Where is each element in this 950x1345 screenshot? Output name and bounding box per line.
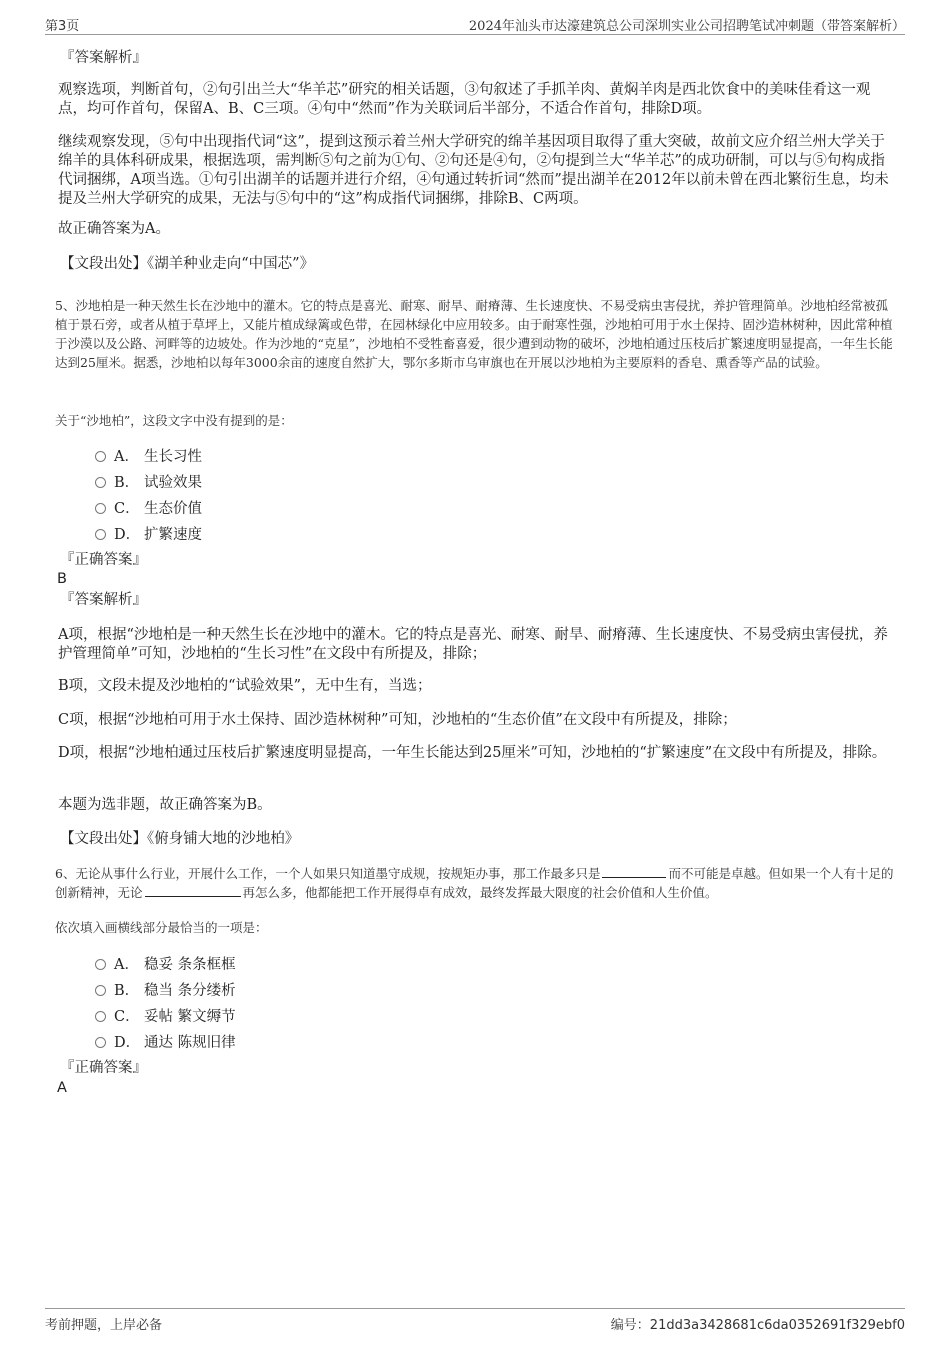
radio-icon[interactable] [95,1011,106,1022]
radio-icon[interactable] [95,477,106,488]
radio-icon[interactable] [95,959,106,970]
q5-analysis-c: C项，根据“沙地柏可用于水土保持、固沙造林树种”可知，沙地柏的“生态价值”在文段中有所提及，排除； [58,712,737,728]
q6-option-a[interactable]: A． 稳妥 条条框框 [95,953,236,973]
page-number: 第3页 [45,19,80,34]
radio-icon[interactable] [95,529,106,540]
q5-analysis-d: D项，根据“沙地柏通过压枝后扩繁速度明显提高，一年生长能达到25厘米”可知，沙地柏的“扩繁速度”在文段中有所提及，排除。 [58,745,887,761]
page-footer [45,1308,905,1331]
q5-option-c[interactable]: C． 生态价值 [95,497,202,517]
q6-option-d[interactable]: D． 通达 陈规旧律 [95,1031,236,1051]
page-header [45,12,905,35]
q5-stem: 5、沙地柏是一种天然生长在沙地中的灌木。它的特点是喜光、耐寒、耐旱、耐瘠薄、生长速度快、不易受病虫害侵扰，养护管理简单。沙地柏经常被孤植于景石旁，或者从植于草坪上，又能片植成绿篱或色带，在园林绿化中应用较多。由于耐寒性强，沙地柏可用于水土保持、固沙造林树种，因此常种植于沙漠以及公路、河畔等的边坡处。作为沙地的“克星”，沙地柏不受牲畜喜爱，很少遭到动物的破坏，沙地柏通过压枝后扩繁速度明显提高，一年生长能达到25厘米。据悉，沙地柏以每年3000余亩的速度自然扩大，鄂尔多斯市乌审旗也在开展以沙地柏为主要原料的香皂、熏香等产品的试验。 [55,298,893,370]
q4-analysis-label: 『答案解析』 [60,50,147,66]
q4-conclusion: 故正确答案为A。 [58,221,170,237]
q5-conclusion: 本题为选非题，故正确答案为B。 [58,797,272,813]
q5-option-a[interactable]: A． 生长习性 [95,445,202,465]
q6-option-b[interactable]: B． 稳当 条分缕析 [95,979,236,999]
fill-blank-1[interactable] [602,865,666,878]
q5-option-d[interactable]: D． 扩繁速度 [95,523,202,543]
q5-analysis-b: B项，文段未提及沙地柏的“试验效果”，无中生有，当选； [58,678,432,694]
q6-answer-label: 『正确答案』 [60,1060,147,1076]
q4-source: 【文段出处】《湖羊种业走向“中国芯”》 [60,256,315,272]
radio-icon[interactable] [95,503,106,514]
radio-icon[interactable] [95,451,106,462]
footer-slogan: 考前押题，上岸必备 [45,1318,163,1333]
q5-answer-label: 『正确答案』 [60,552,147,568]
q5-analysis-label: 『答案解析』 [60,592,147,608]
q6-option-c[interactable]: C． 妥帖 繁文缛节 [95,1005,236,1025]
document-code: 编号：21dd3a3428681c6da0352691f329ebf0 [610,1318,905,1333]
q4-analysis-para-2: 继续观察发现，⑤句中出现指代词“这”，提到这预示着兰州大学研究的绵羊基因项目取得了重大突破，故前文应介绍兰州大学关于绵羊的具体科研成果，根据选项，需判断⑤句之前为①句、②句还是④句，②句提到兰大“华羊芯”的成功研制，可以与⑤句构成指代词捆绑，A项当选。①句引出湖羊的话题并进行介绍，④句通过转折词“然而”提出湖羊在2012年以前未曾在西北繁衍生息，均未提及兰州大学研究的成果，无法与⑤句中的“这”构成指代词捆绑，排除B、C两项。 [58,134,889,207]
q5-source: 【文段出处】《俯身铺大地的沙地柏》 [60,831,300,847]
radio-icon[interactable] [95,985,106,996]
q5-question: 关于“沙地柏”，这段文字中没有提到的是： [55,413,293,428]
radio-icon[interactable] [95,1037,106,1048]
q6-question: 依次填入画横线部分最恰当的一项是： [55,920,268,935]
q6-stem: 6、无论从事什么行业，开展什么工作，一个人如果只知道墨守成规，按规矩办事，那工作最多只是 而不可能是卓越。但如果一个人有十足的创新精神，无论 再怎么多，他都能把工作开展得卓有成效，最终发挥最大限度的社会价值和人生价值。 [55,866,894,900]
q5-option-b[interactable]: B． 试验效果 [95,471,202,491]
q5-analysis-a: A项，根据“沙地柏是一种天然生长在沙地中的灌木。它的特点是喜光、耐寒、耐旱、耐瘠薄、生长速度快、不易受病虫害侵扰，养护管理简单”可知，沙地柏的“生长习性”在文段中有所提及，排除； [58,627,888,662]
q4-analysis-para-1: 观察选项，判断首句，②句引出兰大“华羊芯”研究的相关话题，③句叙述了手抓羊肉、黄焖羊肉是西北饮食中的美味佳肴这一观点，均可作首句，保留A、B、C三项。④句中“然而”作为关联词后半部分，不适合作首句，排除D项。 [58,82,871,117]
q6-answer: A [57,1080,67,1096]
document-title: 2024年汕头市达濠建筑总公司深圳实业公司招聘笔试冲刺题（带答案解析） [468,19,905,34]
q5-answer: B [57,571,67,587]
fill-blank-2[interactable] [145,884,241,897]
